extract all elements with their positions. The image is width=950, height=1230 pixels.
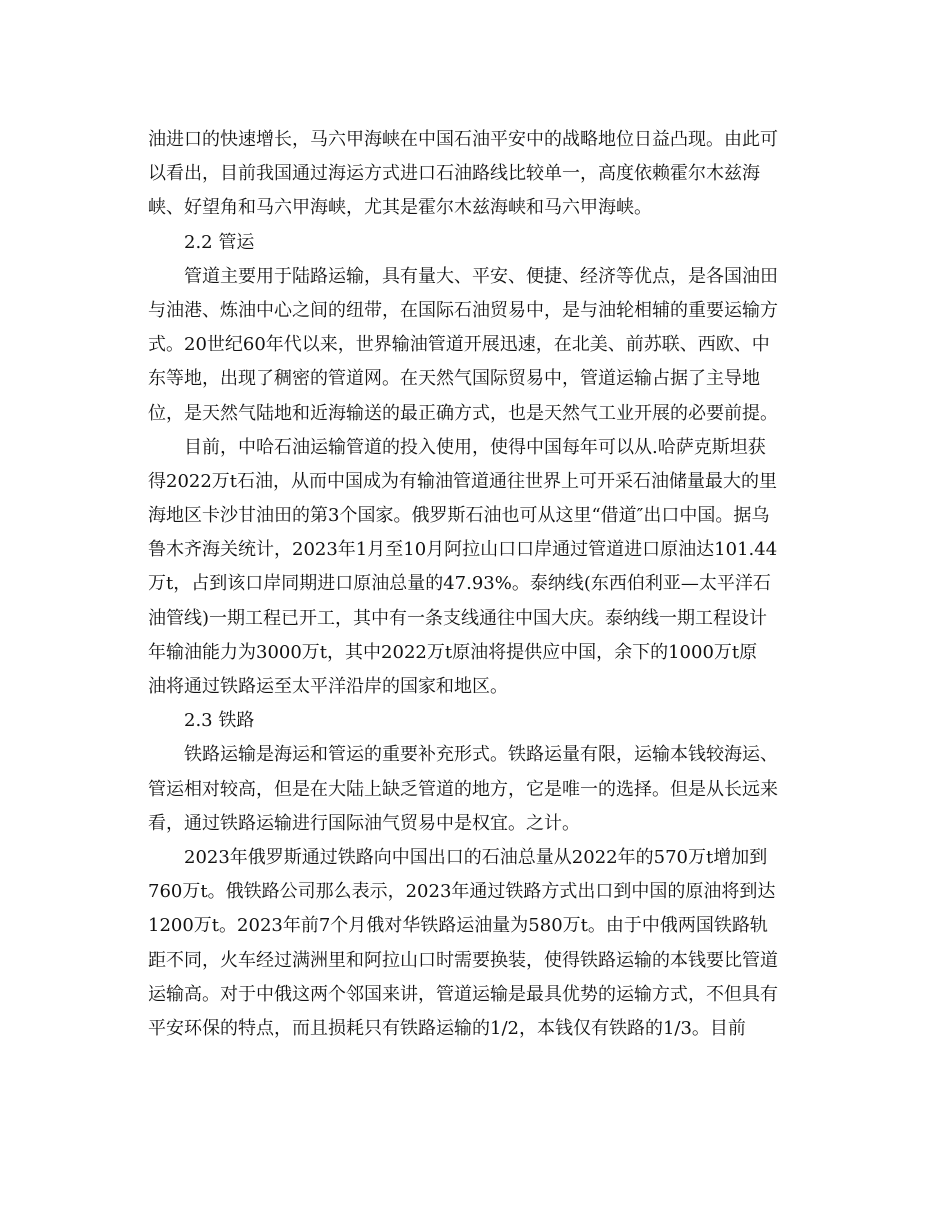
text-line: 平安环保的特点，而且损耗只有铁路运输的1/2，本钱仅有铁路的1/3。目前 [148, 1017, 746, 1039]
text-line: 看，通过铁路运输进行国际油气贸易中是权宜。之计。 [148, 812, 580, 834]
section-heading: 2.2 管运 [184, 231, 255, 253]
section-heading: 2.3 铁路 [184, 710, 255, 732]
text-line: 以看出，目前我国通过海运方式进口石油路线比较单一，高度依赖霍尔木兹海 [148, 163, 760, 185]
text-line: 油将通过铁路运至太平洋沿岸的国家和地区。 [148, 676, 508, 697]
text-line: 年输油能力为3000万t，其中2022万t原油将提供应中国，余下的1000万t原 [148, 641, 758, 663]
text-line: 位，是天然气陆地和近海输送的最正确方式，也是天然气工业开展的必要前提。 [148, 402, 778, 424]
text-line: 油进口的快速增长，马六甲海峡在中国石油平安中的战略地位日益凸现。由此可 [148, 129, 778, 150]
text-line: 得2022万t石油，从而中国成为有输油管道通往世界上可开采石油储量最大的里 [148, 470, 778, 492]
text-line: 距不同，火车经过满洲里和阿拉山口时需要换装，使得铁路运输的本钱要比管道 [148, 949, 778, 971]
text-line: 鲁木齐海关统计，2023年1月至10月阿拉山口口岸通过管道进口原油达101.44 [148, 539, 778, 561]
text-line: 目前，中哈石油运输管道的投入使用，使得中国每年可以从.哈萨克斯坦获 [184, 436, 766, 458]
text-line: 式。20世纪60年代以来，世界输油管道开展迅速，在北美、前苏联、西欧、中 [148, 334, 770, 356]
text-line: 峡、好望角和马六甲海峡，尤其是霍尔木兹海峡和马六甲海峡。 [148, 197, 652, 219]
text-line: 运输高。对于中俄这两个邻国来讲，管道运输是最具优势的运输方式，不但具有 [148, 983, 778, 1005]
text-line: 2023年俄罗斯通过铁路向中国出口的石油总量从2022年的570万t增加到 [184, 846, 768, 868]
text-line: 管道主要用于陆路运输，具有量大、平安、便捷、经济等优点，是各国油田 [184, 265, 778, 287]
text-line: 海地区卡沙甘油田的第3个国家。俄罗斯石油也可从这里“借道″出口中国。据乌 [148, 505, 770, 527]
text-line: 管运相对较高，但是在大陆上缺乏管道的地方，它是唯一的选择。但是从长远来 [148, 778, 778, 800]
document-body [148, 123, 800, 1046]
text-line: 万t，占到该口岸同期进口原油总量的47.93%。泰纳线(东西伯利亚—太平洋石 [148, 573, 771, 595]
text-line: 1200万t。2023年前7个月俄对华铁路运油量为580万t。由于中俄两国铁路轨 [148, 915, 768, 937]
text-line: 760万t。俄铁路公司那么表示，2023年通过铁路方式出口到中国的原油将到达 [148, 881, 776, 903]
text-line: 铁路运输是海运和管运的重要补充形式。铁路运量有限，运输本钱较海运、 [184, 744, 778, 766]
text-line: 东等地，出现了稠密的管道网。在天然气国际贸易中，管道运输占据了主导地 [148, 368, 760, 390]
text-line: 油管线)一期工程已开工，其中有一条支线通往中国大庆。泰纳线一期工程设计 [148, 607, 768, 629]
text-line: 与油港、炼油中心之间的纽带，在国际石油贸易中，是与油轮相辅的重要运输方 [148, 299, 778, 321]
